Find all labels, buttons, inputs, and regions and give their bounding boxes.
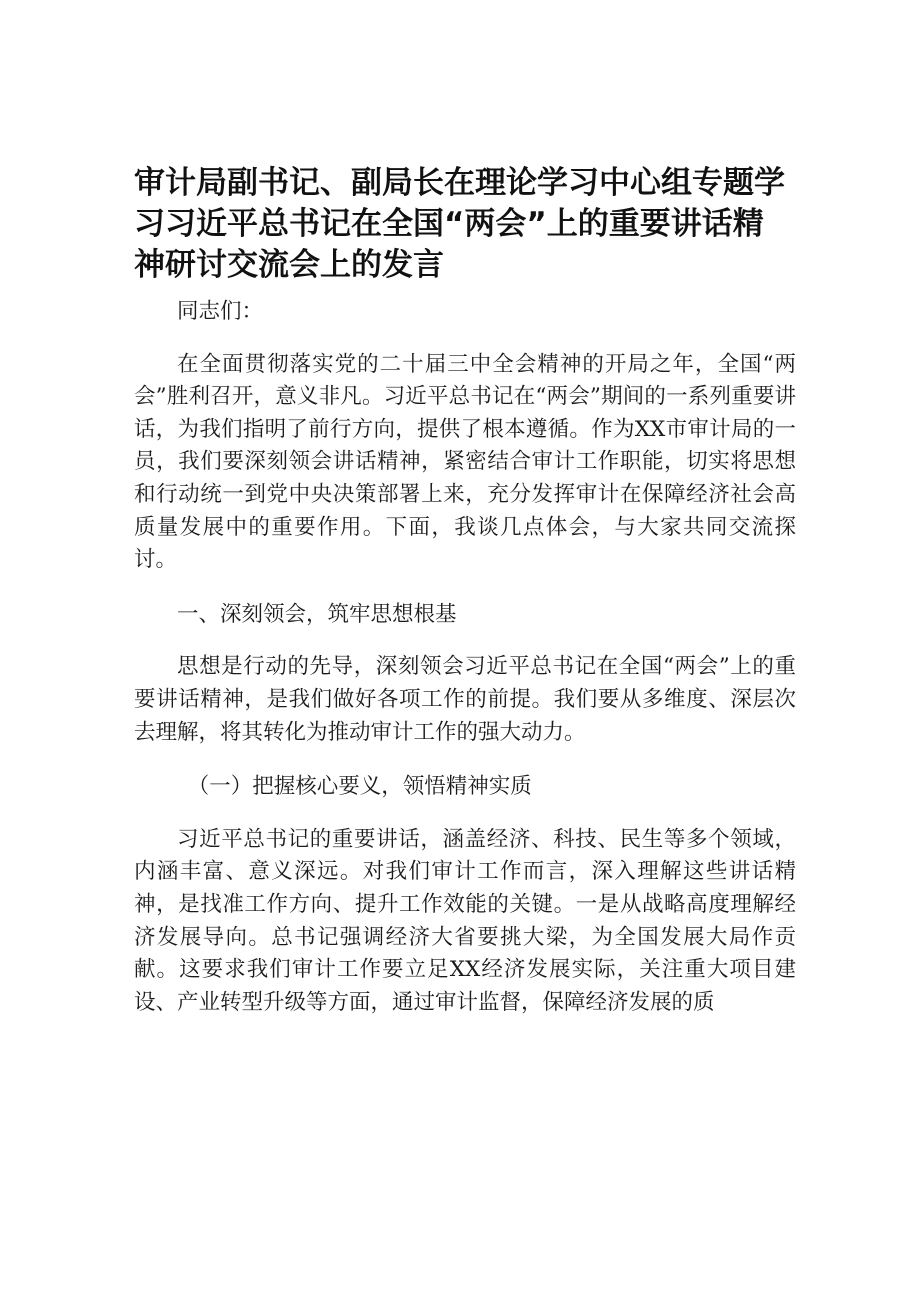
subsection-paragraph: 习近平总书记的重要讲话，涵盖经济、科技、民生等多个领域，内涵丰富、意义深远。对我们审计工作而言，深入理解这些讲话精神，是找准工作方向、提升工作效能的关键。一是从战略高度理解经济发展导向。总书记强调经济大省要挑大梁，为全国发展大局作贡献。这要求我们审计工作要立足XX经济发展实际，关注重大项目建设、产业转型升级等方面，通过审计监督，保障经济发展的质: [134, 826, 796, 1015]
subsection-heading: （一）把握核心要义，领悟精神实质: [187, 774, 532, 800]
intro-paragraph: 在全面贯彻落实党的二十届三中全会精神的开局之年，全国“两会”胜利召开，意义非凡。习近平总书记在“两会”期间的一系列重要讲话，为我们指明了前行方向，提供了根本遵循。作为XX市审计局的一员，我们要深刻领会讲话精神，紧密结合审计工作职能，切实将思想和行动统一到党中央决策部署上来，充分发挥审计在保障经济社会高质量发展中的重要作用。下面，我谈几点体会，与大家共同交流探讨。: [134, 351, 796, 573]
document-body: [134, 296, 796, 1041]
section-paragraph: 思想是行动的先导，深刻领会习近平总书记在全国“两会”上的重要讲话精神，是我们做好各项工作的前提。我们要从多维度、深层次去理解，将其转化为推动审计工作的强大动力。: [134, 654, 796, 745]
section-heading: 一、深刻领会，筑牢思想根基: [177, 601, 457, 627]
document-title: 审计局副书记、副局长在理论学习中心组专题学习习近平总书记在全国“两会”上的重要讲话精神研讨交流会上的发言: [134, 165, 785, 283]
salutation: 同志们：: [177, 299, 264, 324]
